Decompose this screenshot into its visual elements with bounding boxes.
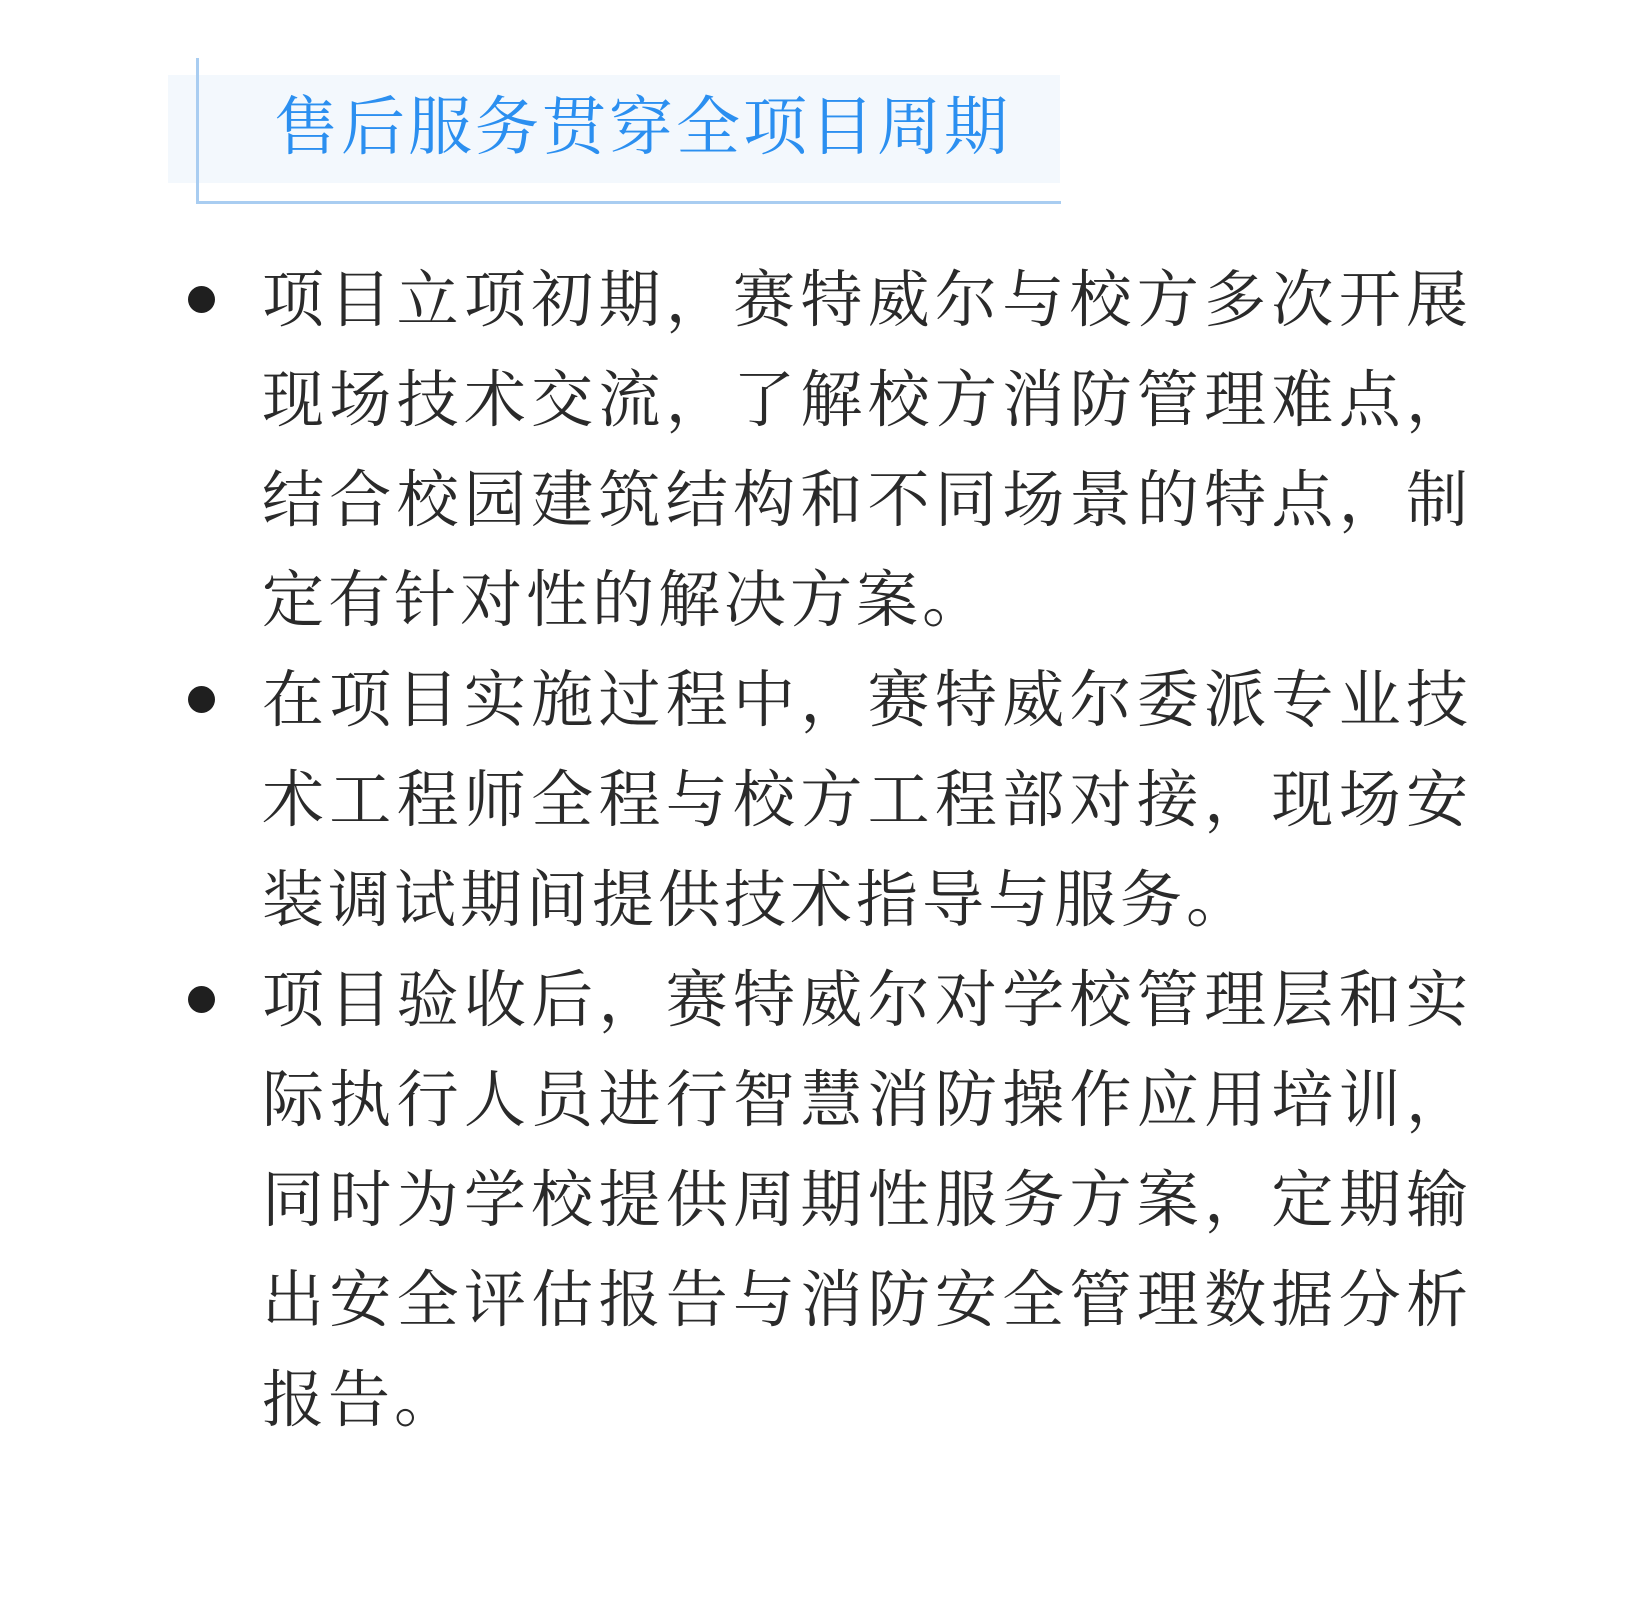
list-item bbox=[0, 950, 1472, 1450]
header-left-border bbox=[196, 58, 199, 204]
bullet-dot-icon bbox=[188, 986, 215, 1013]
section-title: 售后服务贯穿全项目周期 bbox=[274, 91, 1011, 165]
bullet-dot-icon bbox=[188, 286, 215, 313]
list-item-text: 在项目实施过程中，赛特威尔委派专业技术工程师全程与校方工程部对接，现场安装调试期间提供技术指导与服务。 bbox=[262, 663, 1472, 936]
header-bottom-border bbox=[196, 201, 1061, 204]
list-item-text: 项目验收后，赛特威尔对学校管理层和实际执行人员进行智慧消防操作应用培训，同时为学校提供周期性服务方案，定期输出安全评估报告与消防安全管理数据分析报告。 bbox=[262, 963, 1472, 1436]
list-item bbox=[0, 650, 1472, 950]
bullet-list bbox=[0, 250, 1625, 1450]
list-item bbox=[0, 250, 1472, 650]
bullet-dot-icon bbox=[188, 686, 215, 713]
list-item-text: 项目立项初期，赛特威尔与校方多次开展现场技术交流，了解校方消防管理难点，结合校园建筑结构和不同场景的特点，制定有针对性的解决方案。 bbox=[262, 263, 1472, 636]
